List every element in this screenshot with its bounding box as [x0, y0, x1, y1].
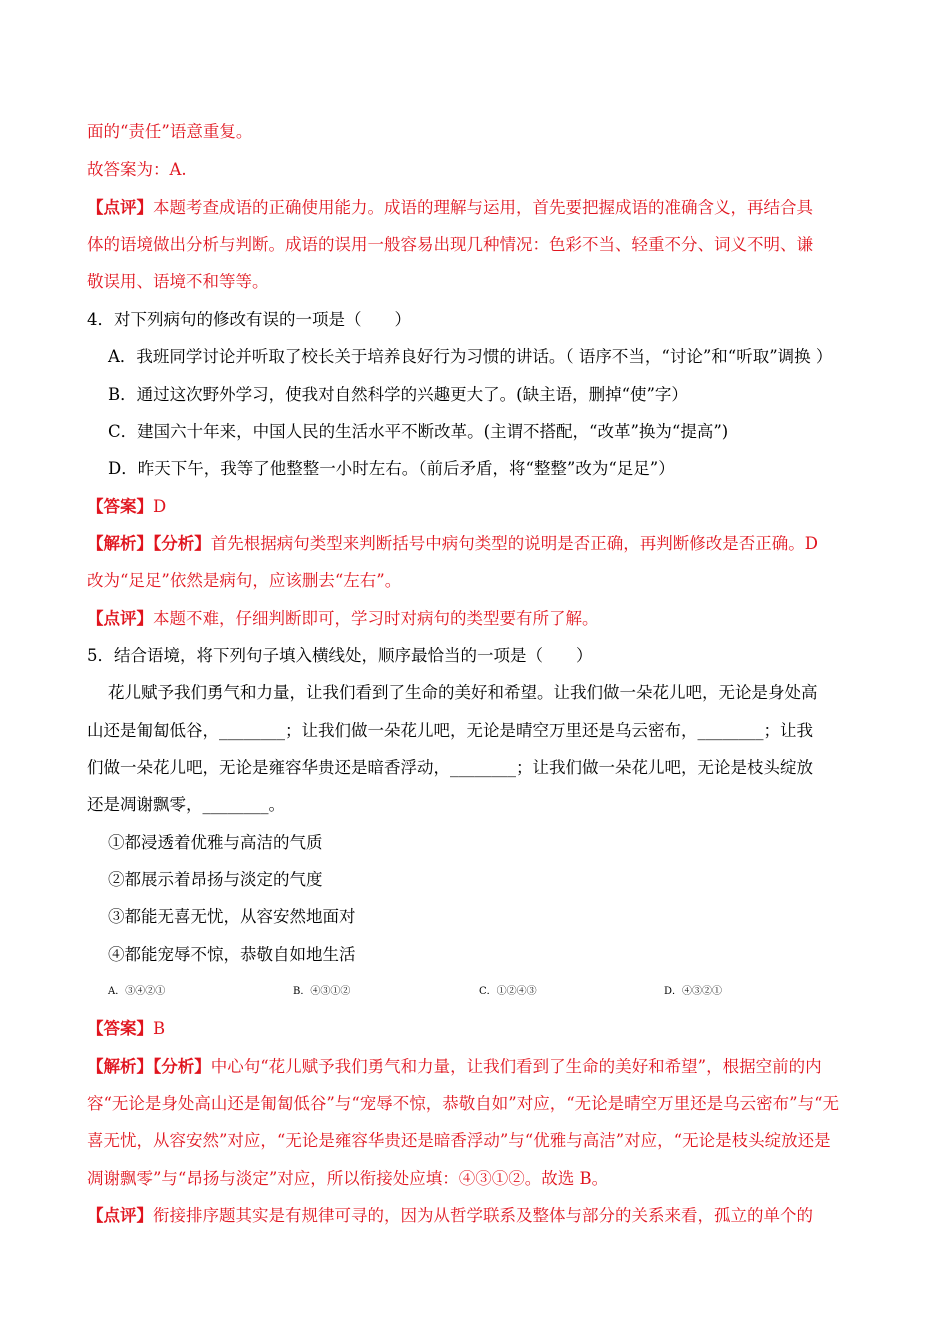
q5-answer — [87, 1018, 165, 1040]
q4-analysis-line1: 首先根据病句类型来判断括号中病句类型的说明是否正确，再判断修改是否正确。D — [210, 534, 818, 553]
comment-tag: 【点评】 — [87, 198, 153, 217]
q5-option-d: D．④③②① — [664, 986, 723, 997]
q5-option-c: C．①②④③ — [479, 986, 537, 997]
q3-comment-line3: 敬误用、语境不和等等。 — [87, 272, 269, 291]
analysis-tag: 【解析】【分析】 — [87, 1057, 211, 1076]
q5-analysis-line3: 喜无忧，从容安然”对应，“无论是雍容华贵还是暗香浮动”与“优雅与高洁”对应，“无论是枝头绽放还是 — [87, 1131, 831, 1150]
q3-comment-line1: 本题考查成语的正确使用能力。成语的理解与运用，首先要把握成语的准确含义，再结合具 — [153, 198, 813, 217]
q5-comment-text: 衔接排序题其实是有规律可寻的，因为从哲学联系及整体与部分的关系来看，孤立的单个的 — [153, 1206, 813, 1225]
q4-stem: 4．对下列病句的修改有误的一项是（ ） — [87, 310, 411, 329]
q5-item-4: ④都能宠辱不惊，恭敬自如地生活 — [108, 945, 356, 964]
q5-analysis-line1: 中心句“花儿赋予我们勇气和力量，让我们看到了生命的美好和希望”，根据空前的内 — [210, 1057, 822, 1076]
q5-analysis — [87, 1056, 822, 1078]
q4-answer-value: D — [153, 497, 167, 516]
answer-tag: 【答案】 — [87, 497, 153, 516]
q3-comment-line2: 体的语境做出分析与判断。成语的误用一般容易出现几种情况：色彩不当、轻重不分、词义不明、谦 — [87, 235, 813, 254]
q5-analysis-line2: 容“无论是身处高山还是匍匐低谷”与“宠辱不惊，恭敬自如”对应，“无论是晴空万里还是乌云密布”与“无 — [87, 1094, 840, 1113]
q4-answer — [87, 496, 166, 518]
q3-answer-line: 故答案为：A. — [87, 160, 187, 179]
q3-analysis-tail: 面的“责任”语意重复。 — [87, 122, 253, 141]
comment-tag: 【点评】 — [87, 1206, 153, 1225]
q5-item-1: ①都浸透着优雅与高洁的气质 — [108, 833, 323, 852]
q4-option-b: B．通过这次野外学习，使我对自然科学的兴趣更大了。(缺主语，删掉“使”字） — [108, 385, 688, 404]
q4-option-a: A．我班同学讨论并听取了校长关于培养良好行为习惯的讲话。（ 语序不当，“讨论”和“听取”调换 ） — [108, 347, 833, 366]
q4-comment-text: 本题不难，仔细判断即可，学习时对病句的类型要有所了解。 — [153, 609, 599, 628]
q5-passage-line1: 花儿赋予我们勇气和力量，让我们看到了生命的美好和希望。让我们做一朵花儿吧，无论是身处高 — [108, 683, 818, 702]
q5-passage-line2: 山还是匍匐低谷，________；让我们做一朵花儿吧，无论是晴空万里还是乌云密布，________；让我 — [87, 721, 813, 740]
q4-option-d: D．昨天下午，我等了他整整一小时左右。（前后矛盾，将“整整”改为“足足”） — [108, 459, 675, 478]
q5-analysis-line4: 凋谢飘零”与“昂扬与淡定”对应，所以衔接处应填：④③①②。故选 B。 — [87, 1169, 609, 1188]
q4-option-c: C．建国六十年来，中国人民的生活水平不断改革。(主谓不搭配，“改革”换为“提高”) — [108, 422, 729, 441]
q4-analysis-line2: 改为“足足”依然是病句，应该删去“左右”。 — [87, 571, 402, 590]
q5-option-b: B．④③①② — [293, 986, 351, 997]
q5-option-a: A．③④②① — [108, 986, 166, 997]
q5-passage-line4: 还是凋谢飘零，________。 — [87, 795, 285, 814]
comment-tag: 【点评】 — [87, 609, 153, 628]
q4-comment — [87, 608, 599, 630]
q5-answer-value: B — [153, 1019, 166, 1038]
q3-comment — [87, 197, 813, 219]
q5-passage-line3: 们做一朵花儿吧，无论是雍容华贵还是暗香浮动，________；让我们做一朵花儿吧，无论是枝头绽放 — [87, 758, 813, 777]
q5-stem: 5．结合语境，将下列句子填入横线处，顺序最恰当的一项是（ ） — [87, 646, 593, 665]
q5-comment — [87, 1205, 813, 1227]
analysis-tag: 【解析】【分析】 — [87, 534, 211, 553]
q5-item-2: ②都展示着昂扬与淡定的气度 — [108, 870, 323, 889]
q5-item-3: ③都能无喜无忧，从容安然地面对 — [108, 907, 356, 926]
answer-tag: 【答案】 — [87, 1019, 153, 1038]
q4-analysis — [87, 533, 818, 555]
